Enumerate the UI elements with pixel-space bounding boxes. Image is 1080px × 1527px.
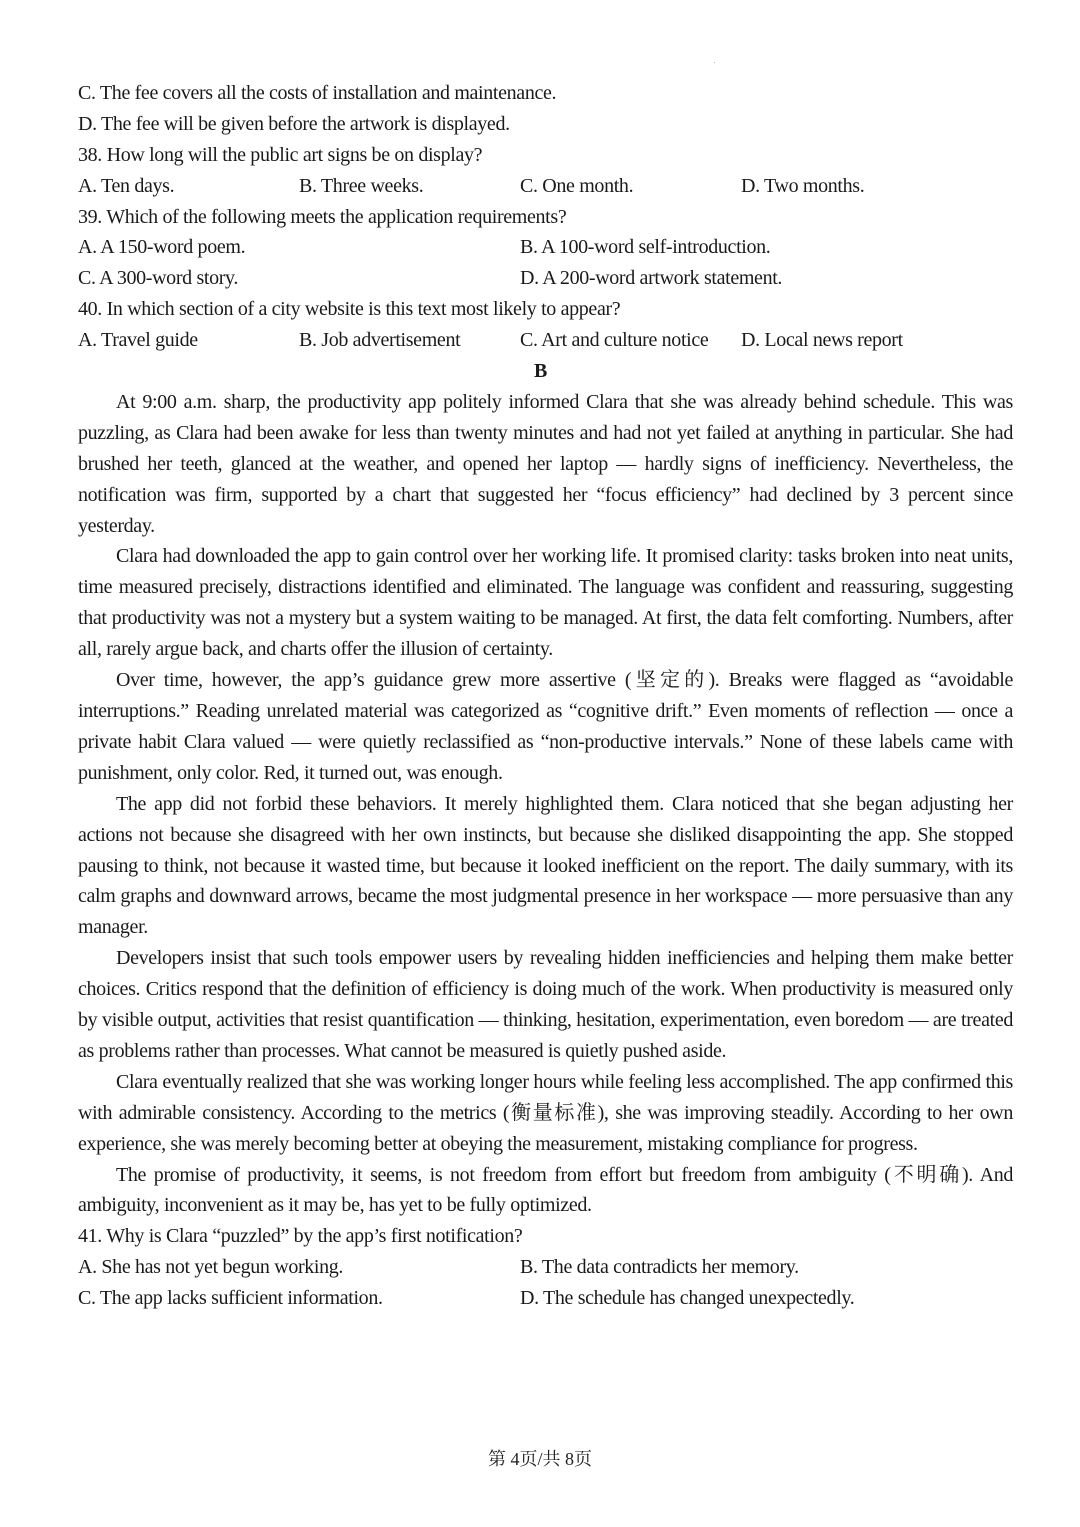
question-39-stem: 39. Which of the following meets the application requirements?	[78, 205, 567, 228]
option-c: C. One month.	[520, 174, 634, 197]
question-41-stem: 41. Why is Clara “puzzled” by the app’s first notification?	[78, 1225, 523, 1248]
passage-paragraph-3: Over time, however, the app’s guidance grew more assertive (坚定的). Breaks were flagged as “avoidable interruptions.” Reading unrelated material was categorized as “cognitive drift.” Even moments of reflection — once a private habit Clara valued — were quietly reclassified as “non-productive intervals.” None of these labels came with punishment, only color. Red, it turned out, was enough.	[78, 669, 1013, 784]
option-a: A. She has not yet begun working.	[78, 1256, 344, 1279]
option-d-q37: D. The fee will be given before the artwork is displayed.	[78, 112, 510, 135]
question-41-options-row1	[78, 1252, 1013, 1283]
passage-paragraph-7: The promise of productivity, it seems, is not freedom from effort but freedom from ambiguity (不明确). And ambiguity, inconvenient as it may be, has yet to be fully optimized.	[78, 1163, 1013, 1217]
question-40-options	[78, 325, 1013, 356]
scan-speck	[714, 62, 715, 63]
page-number-footer: 第 4页/共 8页	[487, 1449, 592, 1469]
option-a: A. Travel guide	[78, 329, 198, 352]
option-c: C. Art and culture notice	[520, 329, 709, 352]
question-38-options	[78, 171, 1013, 202]
option-a: A. Ten days.	[78, 174, 175, 197]
question-38-stem: 38. How long will the public art signs be on display?	[78, 143, 483, 166]
option-d: D. Local news report	[741, 329, 903, 352]
question-40-stem: 40. In which section of a city website is this text most likely to appear?	[78, 298, 621, 321]
option-b: B. Job advertisement	[299, 329, 461, 352]
section-b-title: B	[534, 360, 547, 383]
option-b: B. The data contradicts her memory.	[520, 1256, 799, 1279]
passage-paragraph-5: Developers insist that such tools empower users by revealing hidden inefficiencies and helping them make better choices. Critics respond that the definition of efficiency is doing much of the work. When productivity is measured only by visible output, activities that resist quantification — thinking, hesitation, experimentation, even boredom — are treated as problems rather than processes. What cannot be measured is quietly pushed aside.	[78, 947, 1013, 1062]
exam-page	[78, 78, 1013, 1314]
question-39-options-row2	[78, 263, 1013, 294]
question-41-options-row2	[78, 1283, 1013, 1314]
option-d: D. The schedule has changed unexpectedly.	[520, 1287, 855, 1310]
option-c: C. The app lacks sufficient information.	[78, 1287, 383, 1310]
option-b: B. A 100-word self-introduction.	[520, 236, 771, 259]
passage-paragraph-6: Clara eventually realized that she was working longer hours while feeling less accomplished. The app confirmed this with admirable consistency. According to the metrics (衡量标准), she was improving steadily. According to her own experience, she was merely becoming better at obeying the measurement, mistaking compliance for progress.	[78, 1070, 1013, 1155]
passage-paragraph-4: The app did not forbid these behaviors. It merely highlighted them. Clara noticed that she began adjusting her actions not because she disagreed with her own instincts, but because she disliked disappointing the app. She stopped pausing to think, not because it wasted time, but because it looked inefficient on the report. The daily summary, with its calm graphs and downward arrows, became the most judgmental presence in her workspace — more persuasive than any manager.	[78, 792, 1013, 939]
passage-paragraph-1: At 9:00 a.m. sharp, the productivity app politely informed Clara that she was already behind schedule. This was puzzling, as Clara had been awake for less than twenty minutes and had not yet failed at anything in particular. She had brushed her teeth, glanced at the weather, and opened her laptop — hardly signs of inefficiency. Nevertheless, the notification was firm, supported by a chart that suggested her “focus efficiency” had declined by 3 percent since yesterday.	[78, 390, 1013, 537]
option-b: B. Three weeks.	[299, 174, 424, 197]
question-39-options-row1	[78, 232, 1013, 263]
option-d: D. Two months.	[741, 174, 865, 197]
option-d: D. A 200-word artwork statement.	[520, 267, 783, 290]
option-c-q37: C. The fee covers all the costs of installation and maintenance.	[78, 82, 557, 104]
option-c: C. A 300-word story.	[78, 267, 239, 290]
passage-paragraph-2: Clara had downloaded the app to gain control over her working life. It promised clarity: tasks broken into neat units, time measured precisely, distractions identified and eliminated. The language was confident and reassuring, suggesting that productivity was not a mystery but a system waiting to be managed. At first, the data felt comforting. Numbers, after all, rarely argue back, and charts offer the illusion of certainty.	[78, 545, 1013, 661]
option-a: A. A 150-word poem.	[78, 236, 246, 259]
